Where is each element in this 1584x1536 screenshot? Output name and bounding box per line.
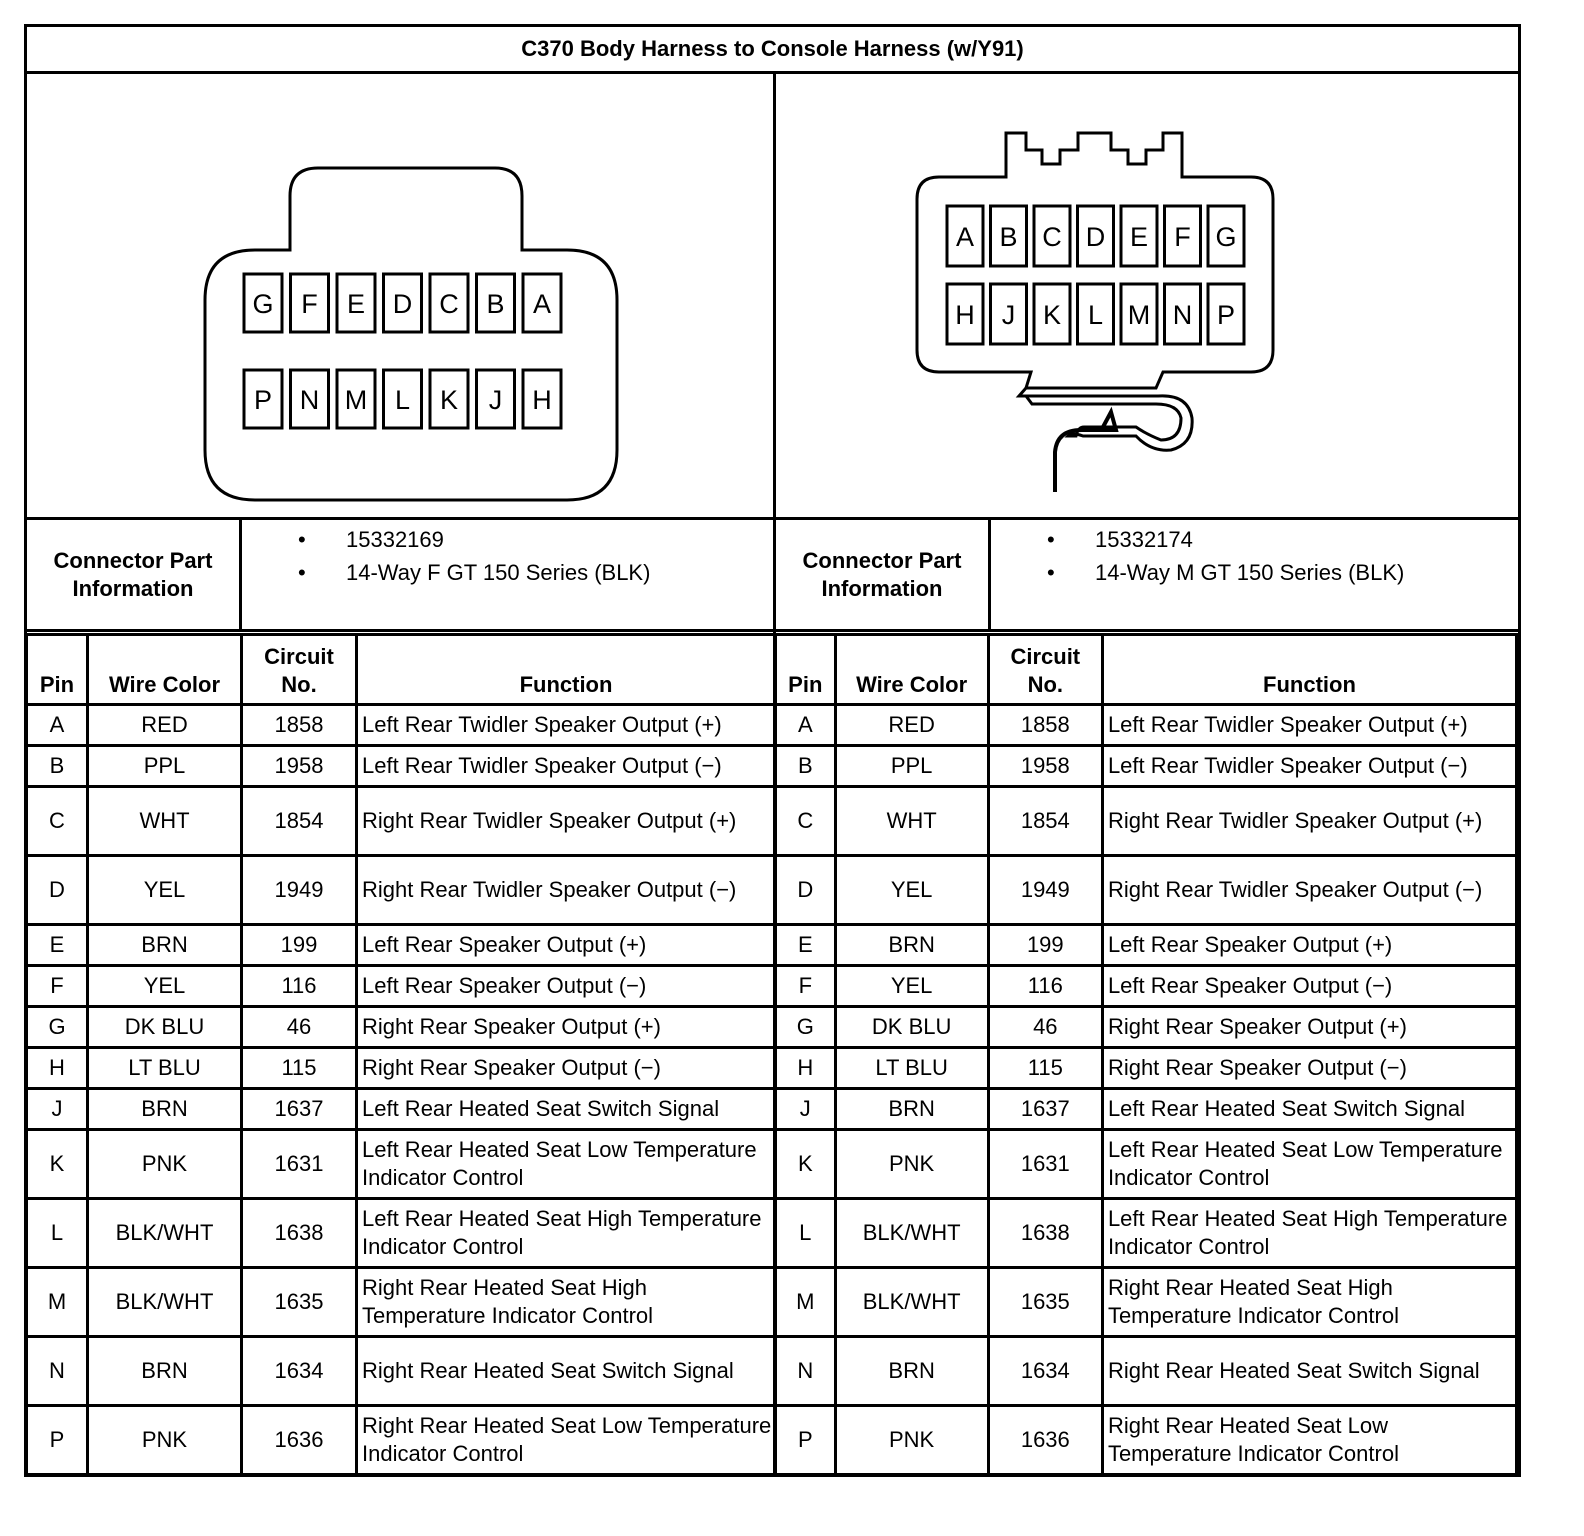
function-cell: Left Rear Heated Seat Switch Signal: [357, 1089, 776, 1130]
cavity-label: H: [532, 385, 552, 415]
wire-color-cell: BRN: [835, 1337, 988, 1406]
wire-color-cell: BLK/WHT: [88, 1199, 242, 1268]
function-cell: Right Rear Twidler Speaker Output (+): [357, 787, 776, 856]
circuit-header: Circuit No.: [242, 635, 357, 705]
wire-color-cell: PNK: [88, 1130, 242, 1199]
cavity-label: D: [392, 289, 413, 319]
function-cell: Left Rear Speaker Output (+): [1102, 925, 1516, 966]
pin-cell: C: [27, 787, 88, 856]
pin-cell: F: [776, 966, 836, 1007]
wire-color-cell: BRN: [88, 1089, 242, 1130]
function-cell: Right Rear Speaker Output (+): [357, 1007, 776, 1048]
circuit-cell: 116: [242, 966, 357, 1007]
right-connector-pane: [776, 74, 1521, 520]
table-row: [776, 1337, 1517, 1406]
left-connector-pane: [27, 74, 773, 520]
function-cell: Right Rear Twidler Speaker Output (−): [1102, 856, 1516, 925]
cavity-label: E: [1129, 222, 1149, 252]
cavity-label: M: [1127, 300, 1151, 330]
pin-cell: A: [27, 705, 88, 746]
table-row: [27, 705, 776, 746]
function-cell: Left Rear Heated Seat Low Temperature Indicator Control: [1102, 1130, 1516, 1199]
wire-color-cell: PPL: [88, 746, 242, 787]
wire-color-cell: WHT: [88, 787, 242, 856]
cavity-label: C: [439, 289, 459, 319]
pin-cell: K: [776, 1130, 836, 1199]
circuit-header: Circuit No.: [988, 635, 1102, 705]
cavity-label: C: [1042, 222, 1062, 252]
cavity-label: J: [488, 385, 503, 415]
wire-color-header: Wire Color: [88, 635, 242, 705]
cavity-label: K: [439, 385, 459, 415]
connector-housing-outline: [205, 168, 617, 500]
part-info-label: Connector Part Information: [776, 520, 991, 629]
table-row: [776, 1268, 1517, 1337]
circuit-cell: 115: [988, 1048, 1102, 1089]
cavity-label: E: [346, 289, 366, 319]
pin-cell: E: [27, 925, 88, 966]
circuit-cell: 1858: [242, 705, 357, 746]
circuit-cell: 1854: [242, 787, 357, 856]
wire-color-cell: BLK/WHT: [835, 1199, 988, 1268]
circuit-cell: 199: [242, 925, 357, 966]
part-number: • 15332169: [242, 526, 650, 559]
part-number: • 15332174: [991, 526, 1404, 559]
circuit-cell: 1949: [242, 856, 357, 925]
circuit-cell: 46: [988, 1007, 1102, 1048]
right-bottom-cavity-row: [947, 284, 1244, 344]
table-row: [27, 1199, 776, 1268]
table-row: [776, 705, 1517, 746]
cavity-label: K: [1042, 300, 1062, 330]
pin-cell: D: [776, 856, 836, 925]
circuit-cell: 1631: [988, 1130, 1102, 1199]
table-row: [776, 787, 1517, 856]
table-row: [776, 1130, 1517, 1199]
cavity-label: G: [252, 289, 274, 319]
pin-header: Pin: [776, 635, 836, 705]
circuit-cell: 1949: [988, 856, 1102, 925]
function-cell: Right Rear Twidler Speaker Output (+): [1102, 787, 1516, 856]
right-top-cavity-row: [947, 206, 1244, 266]
function-cell: Right Rear Heated Seat Low Temperature Indicator Control: [357, 1406, 776, 1475]
table-row: [27, 1406, 776, 1475]
function-cell: Left Rear Speaker Output (−): [357, 966, 776, 1007]
function-cell: Left Rear Twidler Speaker Output (−): [1102, 746, 1516, 787]
cavity-label: N: [1172, 300, 1193, 330]
table-row: [776, 925, 1517, 966]
pin-cell: J: [776, 1089, 836, 1130]
cavity-label: H: [955, 300, 975, 330]
wire-color-cell: DK BLU: [88, 1007, 242, 1048]
page-title: C370 Body Harness to Console Harness (w/Y91): [27, 27, 1518, 74]
function-cell: Left Rear Heated Seat Low Temperature Indicator Control: [357, 1130, 776, 1199]
wire-color-cell: WHT: [835, 787, 988, 856]
table-row: [776, 1089, 1517, 1130]
pin-cell: G: [776, 1007, 836, 1048]
cavity-label: B: [999, 222, 1018, 252]
function-cell: Left Rear Twidler Speaker Output (+): [1102, 705, 1516, 746]
wire-color-cell: PNK: [88, 1406, 242, 1475]
circuit-cell: 1854: [988, 787, 1102, 856]
table-row: [776, 1199, 1517, 1268]
part-info-list: [991, 526, 1404, 592]
table-row: [27, 1337, 776, 1406]
function-cell: Right Rear Twidler Speaker Output (−): [357, 856, 776, 925]
cavity-label: D: [1085, 222, 1106, 252]
circuit-cell: 1634: [988, 1337, 1102, 1406]
circuit-cell: 1958: [242, 746, 357, 787]
function-cell: Right Rear Heated Seat Switch Signal: [1102, 1337, 1516, 1406]
wire-color-cell: YEL: [835, 856, 988, 925]
table-row: [27, 787, 776, 856]
circuit-cell: 1638: [242, 1199, 357, 1268]
part-description: • 14-Way M GT 150 Series (BLK): [991, 559, 1404, 592]
wire-color-cell: LT BLU: [88, 1048, 242, 1089]
cavity-label: A: [955, 222, 975, 252]
pin-cell: P: [27, 1406, 88, 1475]
wire-color-cell: PPL: [835, 746, 988, 787]
function-cell: Right Rear Heated Seat High Temperature Indicator Control: [357, 1268, 776, 1337]
circuit-cell: 1638: [988, 1199, 1102, 1268]
function-cell: Left Rear Twidler Speaker Output (−): [357, 746, 776, 787]
table-row: [776, 1048, 1517, 1089]
circuit-cell: 1634: [242, 1337, 357, 1406]
cavity-label: N: [299, 385, 320, 415]
cavity-label: L: [1087, 300, 1104, 330]
wire-color-cell: YEL: [88, 856, 242, 925]
function-header: Function: [357, 635, 776, 705]
circuit-cell: 46: [242, 1007, 357, 1048]
pin-cell: F: [27, 966, 88, 1007]
function-cell: Right Rear Speaker Output (−): [357, 1048, 776, 1089]
pin-cell: C: [776, 787, 836, 856]
function-cell: Left Rear Heated Seat High Temperature Indicator Control: [1102, 1199, 1516, 1268]
circuit-cell: 115: [242, 1048, 357, 1089]
pin-cell: B: [776, 746, 836, 787]
pin-cell: M: [27, 1268, 88, 1337]
lock-tab: [1055, 412, 1116, 492]
cavity-label: G: [1215, 222, 1237, 252]
wire-color-cell: BLK/WHT: [835, 1268, 988, 1337]
table-row: [27, 1268, 776, 1337]
left-top-cavity-row: [244, 274, 561, 332]
function-cell: Left Rear Heated Seat Switch Signal: [1102, 1089, 1516, 1130]
circuit-cell: 116: [988, 966, 1102, 1007]
left-pin-table: [25, 633, 777, 1476]
wire-color-cell: BRN: [88, 925, 242, 966]
table-row: [27, 1048, 776, 1089]
pin-cell: K: [27, 1130, 88, 1199]
cavity-label: P: [253, 385, 273, 415]
right-part-info: [776, 517, 1521, 632]
wire-color-cell: BLK/WHT: [88, 1268, 242, 1337]
table-row: [776, 1007, 1517, 1048]
function-header: Function: [1102, 635, 1516, 705]
circuit-cell: 1858: [988, 705, 1102, 746]
pin-cell: N: [27, 1337, 88, 1406]
wire-color-cell: DK BLU: [835, 1007, 988, 1048]
wire-color-cell: BRN: [88, 1337, 242, 1406]
pin-header: Pin: [27, 635, 88, 705]
left-part-info: [27, 517, 773, 632]
circuit-cell: 1637: [988, 1089, 1102, 1130]
pin-cell: H: [27, 1048, 88, 1089]
circuit-cell: 1635: [242, 1268, 357, 1337]
cavity-label: F: [301, 289, 318, 319]
table-row: [27, 1130, 776, 1199]
wire-color-cell: YEL: [88, 966, 242, 1007]
left-bottom-cavity-row: [244, 370, 561, 428]
pin-cell: M: [776, 1268, 836, 1337]
circuit-cell: 199: [988, 925, 1102, 966]
pin-cell: G: [27, 1007, 88, 1048]
wire-color-cell: YEL: [835, 966, 988, 1007]
part-info-label: Connector Part Information: [27, 520, 242, 629]
function-cell: Left Rear Heated Seat High Temperature Indicator Control: [357, 1199, 776, 1268]
cavity-label: L: [394, 385, 411, 415]
table-row: [776, 856, 1517, 925]
function-cell: Left Rear Speaker Output (+): [357, 925, 776, 966]
circuit-cell: 1958: [988, 746, 1102, 787]
cavity-label: A: [532, 289, 552, 319]
table-row: [776, 1406, 1517, 1475]
function-cell: Left Rear Twidler Speaker Output (+): [357, 705, 776, 746]
circuit-cell: 1631: [242, 1130, 357, 1199]
table-row: [776, 746, 1517, 787]
function-cell: Right Rear Speaker Output (+): [1102, 1007, 1516, 1048]
male-connector-diagram: [776, 74, 1521, 520]
table-row: [27, 746, 776, 787]
pin-cell: D: [27, 856, 88, 925]
pin-cell: E: [776, 925, 836, 966]
wire-color-cell: RED: [835, 705, 988, 746]
pin-cell: J: [27, 1089, 88, 1130]
table-row: [27, 1007, 776, 1048]
cavity-label: M: [344, 385, 368, 415]
connector-sheet: [24, 24, 1521, 1477]
part-info-list: [242, 526, 650, 592]
table-row: [27, 925, 776, 966]
pin-cell: N: [776, 1337, 836, 1406]
wire-color-cell: BRN: [835, 925, 988, 966]
part-description: • 14-Way F GT 150 Series (BLK): [242, 559, 650, 592]
circuit-cell: 1636: [988, 1406, 1102, 1475]
cavity-label: B: [486, 289, 505, 319]
wire-color-cell: PNK: [835, 1406, 988, 1475]
circuit-cell: 1635: [988, 1268, 1102, 1337]
connector-housing-outline: [917, 133, 1273, 388]
wire-color-header: Wire Color: [835, 635, 988, 705]
table-row: [27, 966, 776, 1007]
cavity-label: J: [1001, 300, 1016, 330]
right-pin-table: [774, 633, 1518, 1476]
function-cell: Right Rear Speaker Output (−): [1102, 1048, 1516, 1089]
function-cell: Right Rear Heated Seat Switch Signal: [357, 1337, 776, 1406]
female-connector-diagram: [27, 74, 773, 520]
function-cell: Left Rear Speaker Output (−): [1102, 966, 1516, 1007]
wire-color-cell: LT BLU: [835, 1048, 988, 1089]
circuit-cell: 1637: [242, 1089, 357, 1130]
pin-cell: L: [27, 1199, 88, 1268]
pin-cell: P: [776, 1406, 836, 1475]
wire-color-cell: PNK: [835, 1130, 988, 1199]
table-row: [776, 966, 1517, 1007]
cavity-label: P: [1216, 300, 1236, 330]
wire-color-cell: BRN: [835, 1089, 988, 1130]
pin-cell: A: [776, 705, 836, 746]
wire-color-cell: RED: [88, 705, 242, 746]
pin-cell: B: [27, 746, 88, 787]
function-cell: Right Rear Heated Seat High Temperature Indicator Control: [1102, 1268, 1516, 1337]
function-cell: Right Rear Heated Seat Low Temperature Indicator Control: [1102, 1406, 1516, 1475]
table-row: [27, 856, 776, 925]
cavity-label: F: [1174, 222, 1191, 252]
table-row: [27, 1089, 776, 1130]
pin-cell: L: [776, 1199, 836, 1268]
pin-cell: H: [776, 1048, 836, 1089]
circuit-cell: 1636: [242, 1406, 357, 1475]
